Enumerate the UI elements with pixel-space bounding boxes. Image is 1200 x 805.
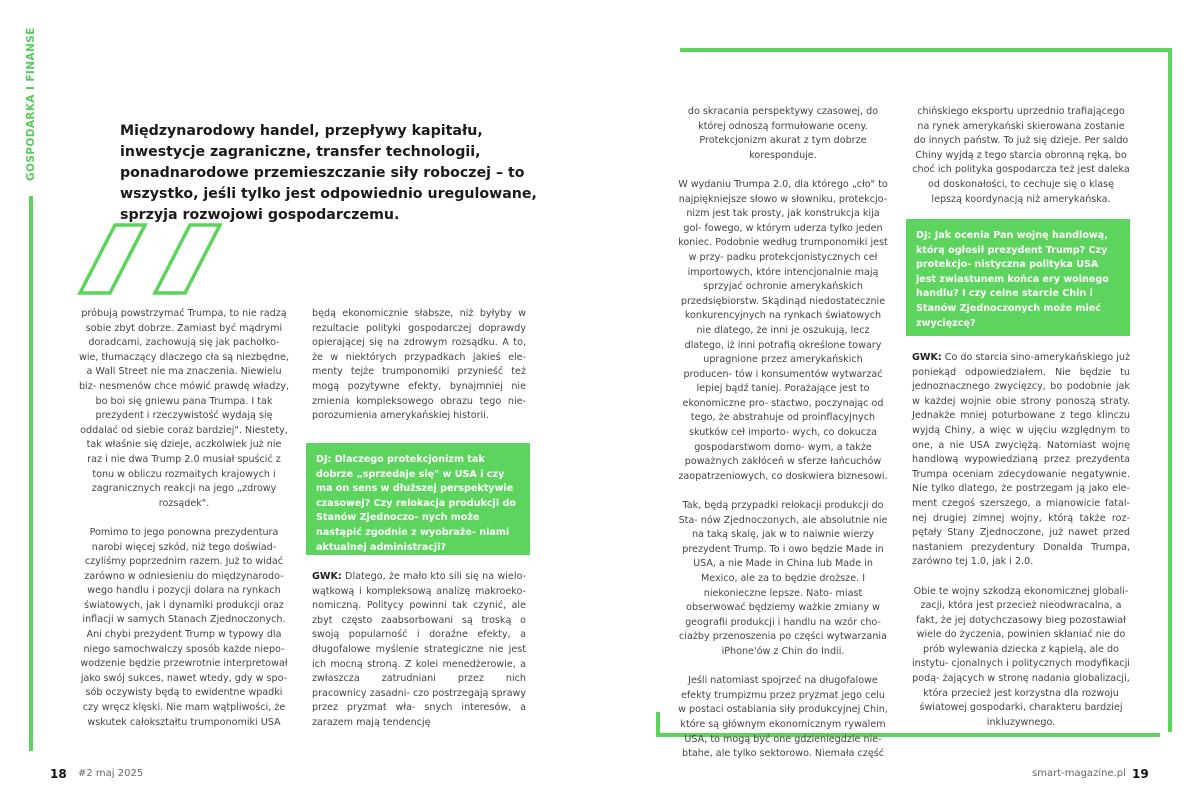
right-page-number: 19 <box>1132 767 1149 781</box>
question-box-1: DJ: Dlaczego protekcjonizm tak dobrze „sprzedaje się" w USA i czy ma on sens w dłuższej perspektywie czasowej? Czy relokacja produkcji do Stanów Zjednoczo- nych może nastąpić zgodnie z wyobraże- niami aktualnej administracji? <box>306 443 530 555</box>
answer-2 <box>912 351 1130 745</box>
answer-text: Dlatego, że mało kto sili się na wielo- wątkową i kompleksową analizę makroeko- nomiczną. Politycy powinni tak czynić, ale zbyt często zaabsorbowani są troską o swoją popularność i doraźne efekty, a długofalowe myślenie strategiczne nie jest ich mocną stroną. Z kolei menedżerowie, a zwłaszcza zatrudniani przez nich pracownicy zasadni- czo postrzegają sprawy przez pryzmat wła- snych interesów, a zarazem mają tendencję <box>312 571 526 728</box>
paragraph: W wydaniu Trumpa 2.0, dla którego „cło" to najpiękniejsze słowo w słowniku, protekcjo- nizm jest tak prosty, jak konstrukcja kija gol- fowego, w którym uderza tylko jeden koniec. Podobnie według trumponomiki jest w przy- padku protekcjonistycznych ceł importowych, które intencjonalnie mają sprzyjać ochronie amerykańskich przedsiębiorstw. Skądinąd niedostatecznie konkurencyjnych na rynkach światowych nie dlatego, że inni je oszukują, lecz dlatego, iż inni potrafią określone towary upragnione przez amerykańskich producen- tów i konsumentów wytwarzać lepiej bądź taniej. Porażające jest to ekonomiczne pro- stactwo, poczynając od tego, że abstrahuje od proinflacyjnych skutków ceł importo- wych, co dokucza gospodarstwom domo- wym, a także poważnych zakłóceń w sferze łańcuchów zaopatrzeniowych, co doskwiera biznesowi. <box>678 178 888 482</box>
question-box-2: DJ: Jak ocenia Pan wojnę handlową, którą ogłosił prezydent Trump? Czy protekcjo- nistyczna polityka USA jest zwiastunem końca ery wolnego handlu? I czy celne starcie Chin i Stanów Zjednoczonych może mieć zwycięzcę? <box>906 219 1130 336</box>
section-label-text: GOSPODARKA I FINANSE <box>25 27 37 181</box>
left-column-1 <box>78 307 290 745</box>
paragraph: próbują powstrzymać Trumpa, to nie radzą sobie zbyt dobrze. Zamiast być mądrymi doradcami, zachowują się jak pachołko- wie, tłumaczący dlaczego cła są niezbędne, a Wall Street nie ma znaczenia. Niewielu biz- nesmenów chce mówić prawdę władzy, bo boi się gniewu pana Trumpa. I tak prezydent i rzeczywistość wydają się oddalać od siebie coraz bardziej". Niestety, tak właśnie się dzieje, aczkolwiek już nie raz i nie dwa Trump 2.0 musiał spuścić z tonu w obliczu rozmaitych krajowych i zagranicznych reakcji na jego „zdrowy rozsądek". <box>78 308 290 509</box>
answer-label: GWK: <box>312 571 342 582</box>
pull-quote: Międzynarodowy handel, przepływy kapitału, inwestycje zagraniczne, transfer technologii, ponadnarodowe przemieszczanie siły roboczej – to wszystko, jeśli tylko jest odpowiednio uregulowane, sprzyja rozwojowi gospodarczemu. <box>120 123 537 223</box>
answer-label: GWK: <box>912 352 942 363</box>
left-column-2 <box>312 307 526 438</box>
paragraph: Jeśli natomiast spojrzeć na długofalowe efekty trumpizmu przez pryzmat jego celu w postaci ostabiania siły produkcyjnej Chin, które są głównym ekonomicznym rywalem USA, to mogą być one gdzieniegdzie nie- btahe, ale tylko sektorowo. Niemała część <box>678 675 888 760</box>
right-column-2 <box>912 105 1130 222</box>
paragraph: będą ekonomicznie słabsze, niż byłyby w rezultacie polityki gospodarczej doprawdy opierającej się na zdrowym rozsądku. A to, że w niektórych przypadkach jakieś ele- menty tejże trumponomiki przynieść też mogą pozytywne efekty, bynajmniej nie zmienia kompleksowego obrazu tego nie- porozumienia amerykańskiej historii. <box>312 308 526 422</box>
site-url: smart-magazine.pl <box>1032 768 1126 779</box>
right-page <box>600 0 1200 805</box>
section-divider-line <box>29 196 33 751</box>
issue-label: #2 maj 2025 <box>78 768 144 779</box>
answer-text: Co do starcia sino-amerykańskiego już poniekąd odpowiedziałem. Nie będzie tu jednoznacznego zwycięzcy, bo podobnie jak w każdej wojnie obie strony ponoszą straty. Jednakże mniej poturbowane z tego klinczu wyjdą Chiny, a więc w ujęciu względnym to one, a nie USA zwyciężą. Natomiast wojnę handlową wypowiedzianą przez prezydenta Trumpa oceniam zdecydowanie negatywnie. Nie tylko dlatego, że postrzegam ją jako ele- ment czegoś szerszego, a mianowicie fatal- nej drugiej zimnej wojny, którą także roz- pętały Stany Zjednoczone, już nawet przed nastaniem prezydentury Donalda Trumpa, zarówno tej 1.0, jak i 2.0. <box>912 352 1130 568</box>
paragraph: Pomimo to jego ponowna prezydentura narobi więcej szkód, niż tego doświad- czyliśmy poprzednim razem. Już to widać zarówno w odniesieniu do międzynarodo- wego handlu i pozycji dolara na rynkach światowych, jak i dynamiki produkcji oraz inflacji w samych Stanach Zjednoczonych. Ani chybi prezydent Trump w typowy dla niego samochwalczy sposób każde niepo- wodzenie będzie przewrotnie interpretował jako swój sukces, nawet wtedy, gdy w spo- sób oczywisty będą to ewidentne wpadki czy wręcz klęski. Nie mam wątpliwości, że wskutek całokształtu trumponomiki USA <box>80 526 288 728</box>
right-column-1 <box>678 105 888 776</box>
paragraph: chińskiego eksportu uprzednio trafiającego na rynek amerykański skierowana zostanie do innych państw. To już się dzieje. Per saldo Chiny wyjdą z tego starcia obronną ręką, bo choć ich polityka gospodarcza też jest daleka od doskonałości, to cechuje się o klasę lepszą koordynacją niż amerykańska. <box>912 106 1130 205</box>
section-label <box>20 27 40 190</box>
answer-1 <box>312 570 526 745</box>
paragraph: do skracania perspektywy czasowej, do której odnoszą formułowane oceny. Protekcjonizm akurat z tym dobrze koresponduje. <box>687 106 879 161</box>
paragraph: Tak, będą przypadki relokacji produkcji do Sta- nów Zjednoczonych, ale absolutnie nie na taką skalę, jak w to naiwnie wierzy prezydent Trump. To i owo będzie Made in USA, a nie Made in China lub Made in Mexico, ale za to będzie droższe. I niekonieczne lepsze. Nato- miast obserwować będziemy ważkie zmiany w geografii produkcji i handlu na wzór cho- ciażby przenoszenia po części wytwarzania iPhone'ów z Chin do Indii. <box>678 500 888 657</box>
paragraph: Obie te wojny szkodzą ekonomicznej globali- zacji, która jest przecież nieodwracalna, a fakt, że jej dotychczasowy bieg pozostawiał wiele do życzenia, powinien skłaniać nie do prób wylewania dziecka z kąpielą, ale do instytu- cjonalnych i politycznych modyfikacji podą- żających w stronę nadania globalizacji, która przecież jest korzystna dla rozwoju światowej gospodarki, charakteru bardziej inkluzywnego. <box>912 585 1130 728</box>
left-page-number: 18 <box>50 767 67 781</box>
quotation-marks-icon <box>75 215 235 295</box>
